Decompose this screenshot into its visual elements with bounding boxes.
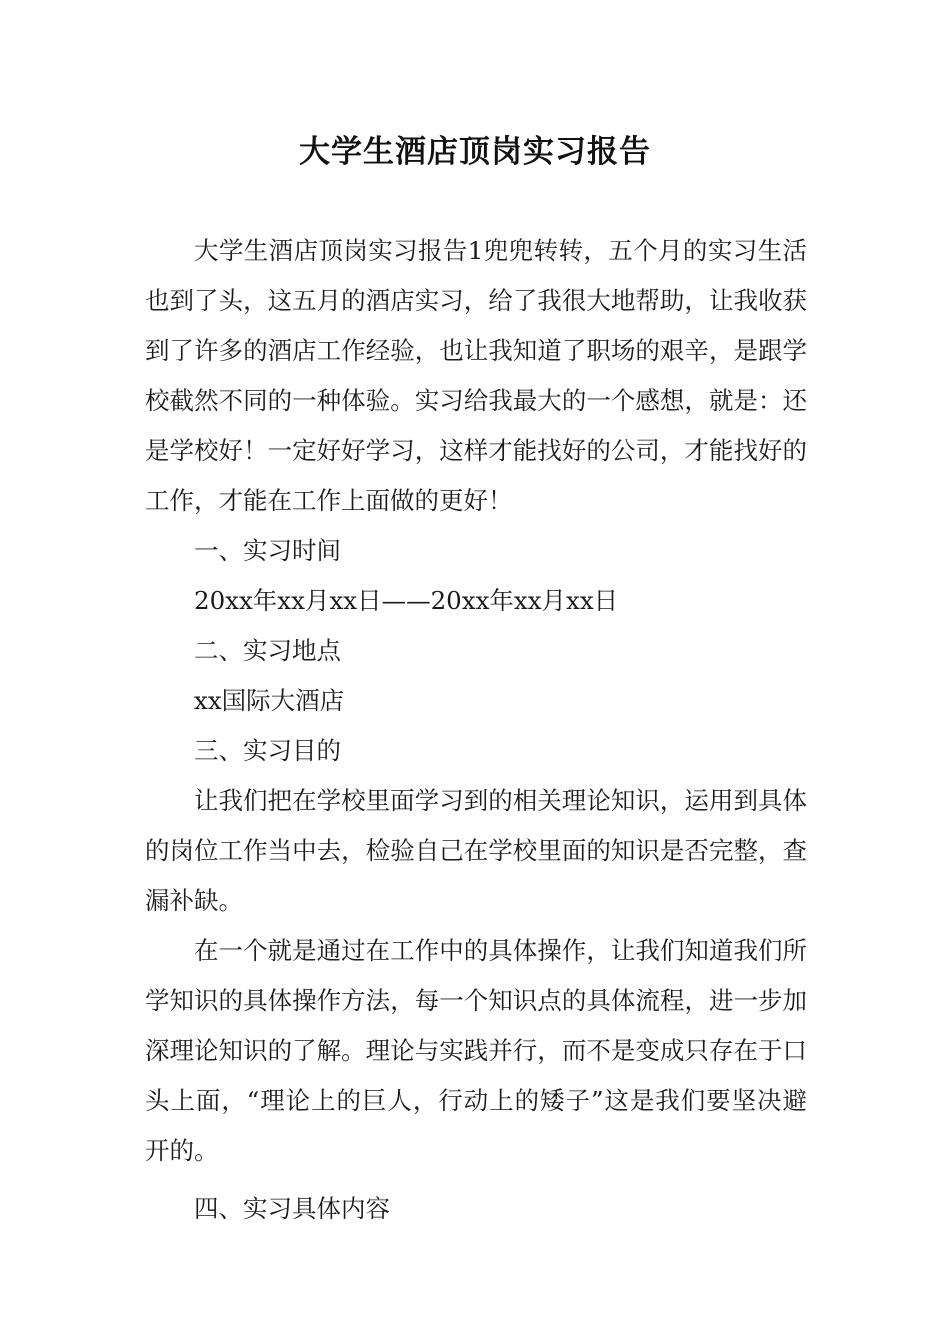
internship-dates: 20xx年xx月xx日——20xx年xx月xx日 bbox=[194, 586, 619, 615]
intro-paragraph: 大学生酒店顶岗实习报告1兜兜转转，五个月的实习生活也到了头，这五月的酒店实习，给了我很大地帮助，让我收获到了许多的酒店工作经验，也让我知道了职场的艰辛，是跟学校截然不同的一种体验。实习给我最大的一个感想，就是：还是学校好！一定好好学习，这样才能找好的公司，才能找好的工作，才能在工作上面做的更好！ bbox=[145, 236, 807, 515]
section-heading-time: 一、实习时间 bbox=[194, 536, 341, 565]
purpose-paragraph-1: 让我们把在学校里面学习到的相关理论知识，运用到具体的岗位工作当中去，检验自己在学校里面的知识是否完整，查漏补缺。 bbox=[145, 786, 807, 915]
purpose-paragraph-2: 在一个就是通过在工作中的具体操作，让我们知道我们所学知识的具体操作方法，每一个知识点的具体流程，进一步加深理论知识的了解。理论与实践并行，而不是变成只存在于口头上面，“理论上的巨人，行动上的矮子”这是我们要坚决避开的。 bbox=[145, 936, 807, 1165]
internship-location: xx国际大酒店 bbox=[194, 686, 345, 715]
document-body bbox=[145, 226, 807, 1234]
section-heading-purpose: 三、实习目的 bbox=[194, 736, 341, 765]
section-heading-location: 二、实习地点 bbox=[194, 636, 341, 665]
section-heading-content: 四、实习具体内容 bbox=[194, 1194, 390, 1223]
document-title: 大学生酒店顶岗实习报告 bbox=[299, 134, 651, 170]
